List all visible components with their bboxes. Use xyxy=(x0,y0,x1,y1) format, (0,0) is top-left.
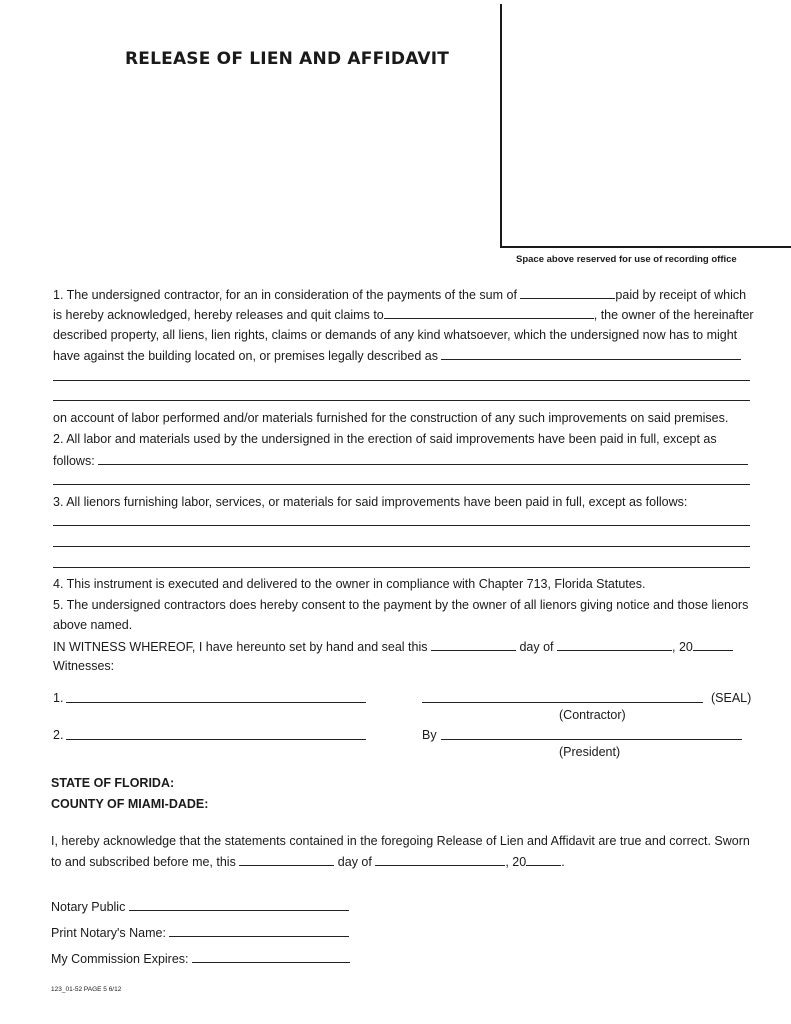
ack-line-2: to and subscribed before me, this day of , 20 . xyxy=(51,855,565,869)
p3-line: 3. All lienors furnishing labor, services, or materials for said improvements have been paid in full, except as follows: xyxy=(53,495,688,509)
ack-line-1: I, hereby acknowledge that the statements contained in the foregoing Release of Lien and Affidavit are true and correct. Sworn xyxy=(51,834,750,848)
p1-line-3: described property, all liens, lien rights, claims or demands of any kind whatsoever, which the undersigned now has to might xyxy=(53,328,738,342)
recording-office-box xyxy=(500,4,791,248)
labor-exceptions-field[interactable] xyxy=(98,452,748,465)
witnesses-label: Witnesses: xyxy=(53,659,115,673)
property-description-line-2[interactable] xyxy=(53,380,750,381)
p5-line-2: above named. xyxy=(53,618,133,632)
p1-line-1: 1. The undersigned contractor, for an in consideration of the payments of the sum of paid by receipt of which xyxy=(53,288,747,302)
p5-line-1: 5. The undersigned contractors does hereby consent to the payment by the owner of all lienors giving notice and those lienors xyxy=(53,598,749,612)
p1-line-2: is hereby acknowledged, hereby releases and quit claims to , the owner of the hereinafter xyxy=(53,308,754,322)
witness-1-signature-line[interactable] xyxy=(66,702,366,703)
witness-2-number: 2. xyxy=(53,728,64,742)
witness-day-field[interactable] xyxy=(431,638,516,651)
witness-1-number: 1. xyxy=(53,691,64,705)
ack-day-field[interactable] xyxy=(239,853,334,866)
by-label: By xyxy=(422,728,437,742)
witness-line: IN WITNESS WHEREOF, I have hereunto set by hand and seal this day of , 20 xyxy=(53,638,733,655)
lienor-exceptions-line-1[interactable] xyxy=(53,525,750,526)
p2-line-2: follows: xyxy=(53,452,748,469)
lienor-exceptions-line-2[interactable] xyxy=(53,546,750,547)
commission-expires-row: My Commission Expires: xyxy=(51,950,350,967)
notary-public-field[interactable] xyxy=(129,898,349,911)
seal-label: (SEAL) xyxy=(711,691,752,705)
p1-line-4: have against the building located on, or premises legally described as xyxy=(53,347,741,364)
president-label: (President) xyxy=(559,745,621,759)
notary-name-row: Print Notary's Name: xyxy=(51,924,349,941)
ack-year-field[interactable] xyxy=(526,853,561,866)
notary-name-field[interactable] xyxy=(169,924,349,937)
witness-year-field[interactable] xyxy=(693,638,733,651)
president-signature-line[interactable] xyxy=(441,739,742,740)
p4-line: 4. This instrument is executed and delivered to the owner in compliance with Chapter 713, Florida Statutes. xyxy=(53,577,646,591)
labor-exceptions-line-2[interactable] xyxy=(53,484,750,485)
state-heading: STATE OF FLORIDA: xyxy=(51,776,175,790)
p1-line-5: on account of labor performed and/or materials furnished for the construction of any such improvements on said premises. xyxy=(53,411,729,425)
p2-line-1: 2. All labor and materials used by the undersigned in the erection of said improvements have been paid in full, except as xyxy=(53,432,717,446)
property-description-field[interactable] xyxy=(441,347,741,360)
recording-office-note: Space above reserved for use of recording office xyxy=(516,254,737,265)
commission-expires-field[interactable] xyxy=(192,950,350,963)
witness-2-signature-line[interactable] xyxy=(66,739,366,740)
lienor-exceptions-line-3[interactable] xyxy=(53,567,750,568)
contractor-signature-line[interactable] xyxy=(422,702,703,703)
page-title: RELEASE OF LIEN AND AFFIDAVIT xyxy=(125,49,450,69)
property-description-line-3[interactable] xyxy=(53,400,750,401)
ack-month-field[interactable] xyxy=(375,853,505,866)
contractor-label: (Contractor) xyxy=(559,708,626,722)
notary-public-row: Notary Public xyxy=(51,898,349,915)
owner-name-field[interactable] xyxy=(384,306,594,319)
witness-month-field[interactable] xyxy=(557,638,672,651)
county-heading: COUNTY OF MIAMI-DADE: xyxy=(51,797,209,811)
form-footer-code: 123_01-52 PAGE 5 6/12 xyxy=(51,986,122,993)
payment-sum-field[interactable] xyxy=(520,286,615,299)
